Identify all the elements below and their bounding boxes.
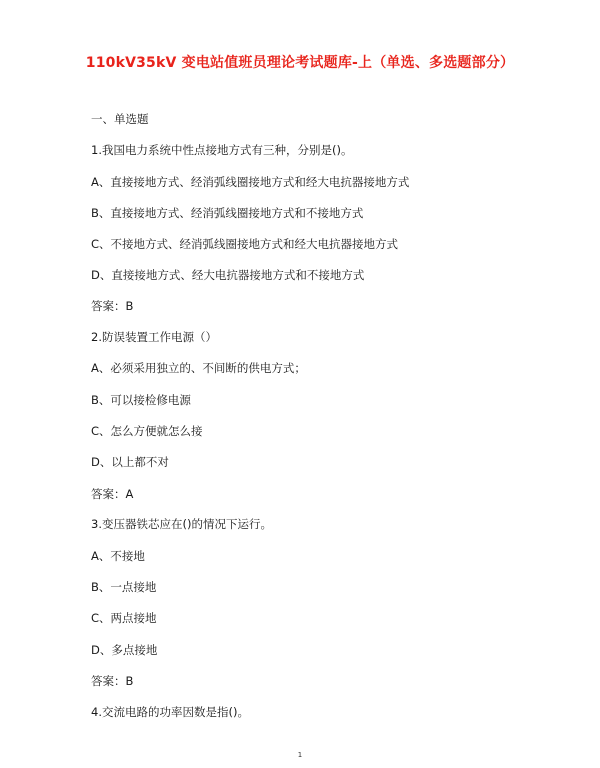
option-c: C、不接地方式、经消弧线圈接地方式和经大电抗器接地方式 <box>91 237 399 251</box>
answer: 答案：B <box>91 299 134 313</box>
option-a: A、不接地 <box>91 549 145 563</box>
page-number: 1 <box>297 751 303 759</box>
question-stem: 2.防误装置工作电源（） <box>91 330 217 344</box>
question-stem: 1.我国电力系统中性点接地方式有三种，分别是()。 <box>91 143 353 157</box>
question-stem: 3.变压器铁芯应在()的情况下运行。 <box>91 517 272 531</box>
option-b: B、可以接检修电源 <box>91 393 191 407</box>
option-d: D、以上都不对 <box>91 455 169 469</box>
answer: 答案：A <box>91 487 134 501</box>
answer: 答案：B <box>91 674 134 688</box>
option-a: A、直接接地方式、经消弧线圈接地方式和经大电抗器接地方式 <box>91 175 410 189</box>
page-title: 110kV35kV 变电站值班员理论考试题库-上（单选、多选题部分） <box>85 55 515 71</box>
option-d: D、多点接地 <box>91 643 158 657</box>
option-a: A、必须采用独立的、不间断的供电方式； <box>91 361 306 375</box>
option-c: C、两点接地 <box>91 611 157 625</box>
option-b: B、直接接地方式、经消弧线圈接地方式和不接地方式 <box>91 206 364 220</box>
option-d: D、直接接地方式、经大电抗器接地方式和不接地方式 <box>91 268 365 282</box>
question-stem: 4.交流电路的功率因数是指()。 <box>91 705 249 719</box>
option-b: B、一点接地 <box>91 580 157 594</box>
option-c: C、怎么方便就怎么接 <box>91 424 203 438</box>
section-heading: 一、单选题 <box>91 112 149 126</box>
